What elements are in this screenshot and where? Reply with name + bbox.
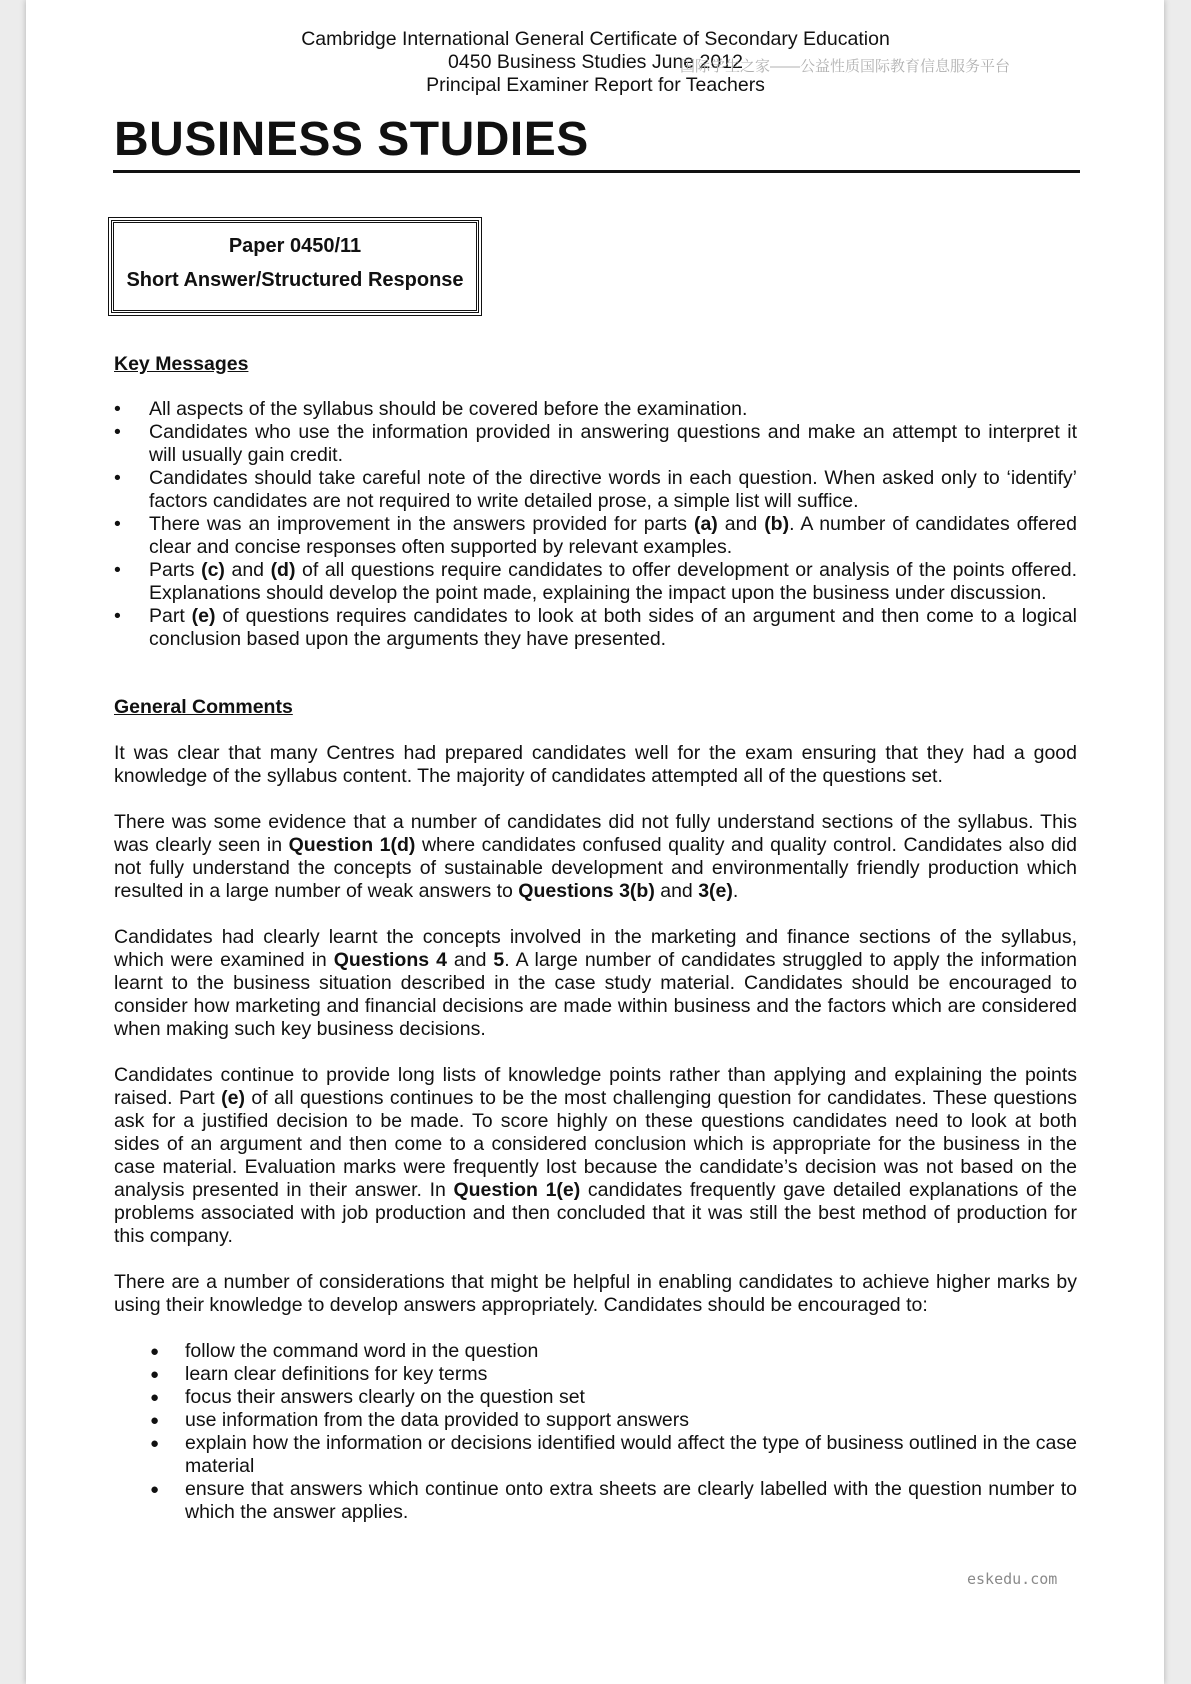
text-run: All aspects of the syllabus should be covered before the examination. [149, 398, 748, 420]
key-messages-list [114, 398, 1077, 651]
text-run: Candidates should take careful note of the directive words in each question. When asked only to ‘identify’ factors candidates are not required to write detailed prose, a simple list will suffice. [149, 467, 1077, 512]
text-run: where candidates confused quality and quality control. Candidates also did not fully understand the concepts of sustainable development and environmentally friendly production which resulted in a large number of weak answers to [114, 834, 1077, 902]
key-message-item [114, 467, 1077, 513]
bold-text: Questions 4 [333, 949, 447, 971]
text-run: Candidates who use the information provided in answering questions and make an attempt to interpret it will usually gain credit. [149, 421, 1077, 466]
text-run: of questions requires candidates to look at both sides of an argument and then come to a logical conclusion based upon the arguments they have presented. [149, 605, 1077, 650]
key-message-item [114, 398, 1077, 421]
bold-text: (c) [201, 559, 225, 581]
text-run: of all questions require candidates to offer development or analysis of the points offered. Explanations should develop the point made, explaining the impact upon the business under discussion. [149, 559, 1078, 604]
recommendation-item: ● use information from the data provided to support answers [114, 1409, 1077, 1432]
text-run: Candidates had clearly learnt the concepts involved in the marketing and finance sections of the syllabus, which were examined in [114, 926, 1077, 971]
recommendation-item: ● ensure that answers which continue onto extra sheets are clearly labelled with the question number to which the answer applies. [114, 1478, 1077, 1524]
report-content [114, 353, 1077, 1524]
text-run: and [717, 513, 765, 535]
paper-code: Paper 0450/11 [228, 235, 362, 257]
bold-text: (d) [270, 559, 296, 581]
general-comment-paragraph [114, 1271, 1077, 1317]
page-header [0, 28, 1191, 97]
text-run: of all questions continues to be the most challenging question for candidates. These questions ask for a justified decision to be made. To score highly on these questions candidates need to look at both sides of an argument and then come to a considered conclusion which is appropriate for the business in the case material. Evaluation marks were frequently lost because the candidate’s decision was not based on the analysis presented in their answer. In [114, 1087, 1077, 1201]
header-line-3: Principal Examiner Report for Teachers [426, 74, 765, 96]
text-run: . A number of candidates offered clear and concise responses often supported by relevant examples. [149, 513, 1077, 558]
text-run: and [224, 559, 271, 581]
header-line-1: Cambridge International General Certificate of Secondary Education [301, 28, 890, 50]
recommendation-item: ● focus their answers clearly on the question set [114, 1386, 1077, 1409]
text-run: and [654, 880, 699, 902]
text-run: . [732, 880, 739, 902]
general-comments-body [114, 742, 1077, 1317]
key-messages-heading: Key Messages [114, 353, 249, 375]
key-message-item [114, 605, 1077, 651]
footer-watermark: eskedu.com [967, 1570, 1058, 1588]
key-message-item [114, 421, 1077, 467]
text-run: candidates frequently gave detailed explanations of the problems associated with job production and then concluded that it was still the best method of production for this company. [114, 1179, 1077, 1247]
recommendations-list [114, 1340, 1077, 1524]
text-run: Candidates continue to provide long lists of knowledge points rather than applying and explaining the points raised. Part [114, 1064, 1077, 1109]
text-run: and [446, 949, 494, 971]
bold-text: 5 [493, 949, 505, 971]
recommendation-item: ● explain how the information or decisions identified would affect the type of business outlined in the case material [114, 1432, 1077, 1478]
recommendation-item: ● follow the command word in the question [114, 1340, 1077, 1363]
bold-text: (a) [693, 513, 718, 535]
text-run: Part [149, 605, 192, 627]
bold-text: Questions 3(b) [518, 880, 655, 902]
paper-info-box [111, 220, 479, 313]
bold-text: (e) [191, 605, 216, 627]
text-run: There was some evidence that a number of candidates did not fully understand sections of the syllabus. This was clearly seen in [114, 811, 1077, 856]
paper-type: Short Answer/Structured Response [126, 269, 464, 291]
general-comment-paragraph [114, 742, 1077, 788]
bold-text: 3(e) [698, 880, 733, 902]
bold-text: Question 1(d) [288, 834, 416, 856]
text-run: . A large number of candidates struggled to apply the information learnt to the business situation described in the case study material. Candidates should be encouraged to consider how marketing and financial decisions are made within business and the factors which are considered when making such key business decisions. [114, 949, 1077, 1040]
page-title: BUSINESS STUDIES [114, 113, 589, 166]
text-run: There was an improvement in the answers provided for parts [149, 513, 694, 535]
general-comment-paragraph [114, 1064, 1077, 1248]
bold-text: (b) [764, 513, 790, 535]
bold-text: Question 1(e) [453, 1179, 581, 1201]
general-comment-paragraph [114, 811, 1077, 903]
text-run: There are a number of considerations that might be helpful in enabling candidates to achieve higher marks by using their knowledge to develop answers appropriately. Candidates should be encouraged to: [114, 1271, 1077, 1316]
key-message-item [114, 559, 1077, 605]
text-run: Parts [149, 559, 202, 581]
header-line-2: 0450 Business Studies June 2012 [448, 51, 743, 73]
bold-text: (e) [221, 1087, 245, 1109]
title-underline [113, 170, 1080, 173]
header-watermark: 国际学生之家——公益性质国际教育信息服务平台 [680, 58, 1011, 75]
recommendation-item: ● learn clear definitions for key terms [114, 1363, 1077, 1386]
text-run: It was clear that many Centres had prepared candidates well for the exam ensuring that they had a good knowledge of the syllabus content. The majority of candidates attempted all of the questions set. [114, 742, 1077, 787]
general-comments-heading: General Comments [114, 696, 293, 718]
key-message-item [114, 513, 1077, 559]
general-comment-paragraph [114, 926, 1077, 1041]
